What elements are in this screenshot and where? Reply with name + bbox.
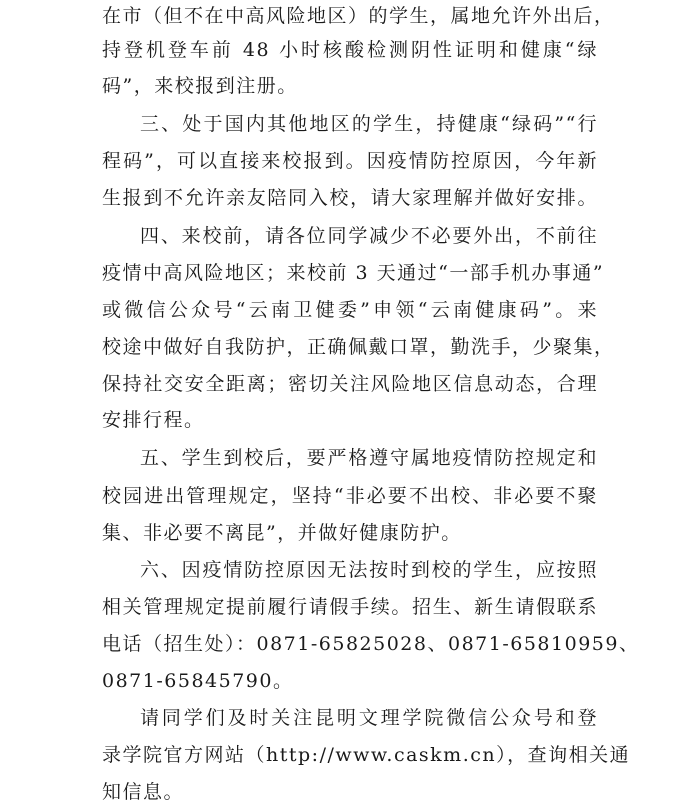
closing-paragraph-start: 请同学们及时关注昆明文理学院微信公众号和登	[140, 707, 598, 729]
text-line: 知信息。	[102, 781, 185, 803]
text-line: 程码”，可以直接来校报到。因疫情防控原因，今年新	[102, 150, 598, 172]
text-line: 安排行程。	[102, 409, 205, 431]
text-line: 疫情中高风险地区；来校前 3 天通过“一部手机办事通”	[102, 262, 605, 284]
text-line: 持登机登车前 48 小时核酸检测阴性证明和健康“绿	[102, 39, 598, 61]
website-line: 录学院官方网站（http://www.caskm.cn），查询相关通	[102, 744, 631, 766]
text-line: 码”，来校报到注册。	[102, 75, 298, 97]
text-line: 相关管理规定提前履行请假手续。招生、新生请假联系	[102, 596, 598, 618]
contact-phone-line: 0871-65845790。	[102, 670, 294, 692]
contact-phone-line: 电话（招生处）：0871-65825028、0871-65810959、	[102, 633, 640, 655]
text-line: 集、非必要不离昆”，并做好健康防护。	[102, 522, 462, 544]
paragraph-three-start: 三、处于国内其他地区的学生，持健康“绿码”“行	[140, 113, 598, 135]
text-line: 或微信公众号“云南卫健委”申领“云南健康码”。来	[102, 299, 598, 321]
text-line: 校园进出管理规定，坚持“非必要不出校、非必要不聚	[102, 485, 598, 507]
text-line: 生报到不允许亲友陪同入校，请大家理解并做好安排。	[102, 187, 598, 209]
paragraph-six-start: 六、因疫情防控原因无法按时到校的学生，应按照	[140, 559, 598, 581]
paragraph-five-start: 五、学生到校后，要严格遵守属地疫情防控规定和	[140, 447, 598, 469]
text-line: 校途中做好自我防护，正确佩戴口罩，勤洗手，少聚集，	[102, 336, 615, 358]
text-line: 保持社交安全距离；密切关注风险地区信息动态，合理	[102, 373, 598, 395]
paragraph-four-start: 四、来校前，请各位同学减少不必要外出，不前往	[140, 225, 598, 247]
text-line: 在市（但不在中高风险地区）的学生，属地允许外出后，	[102, 5, 615, 27]
